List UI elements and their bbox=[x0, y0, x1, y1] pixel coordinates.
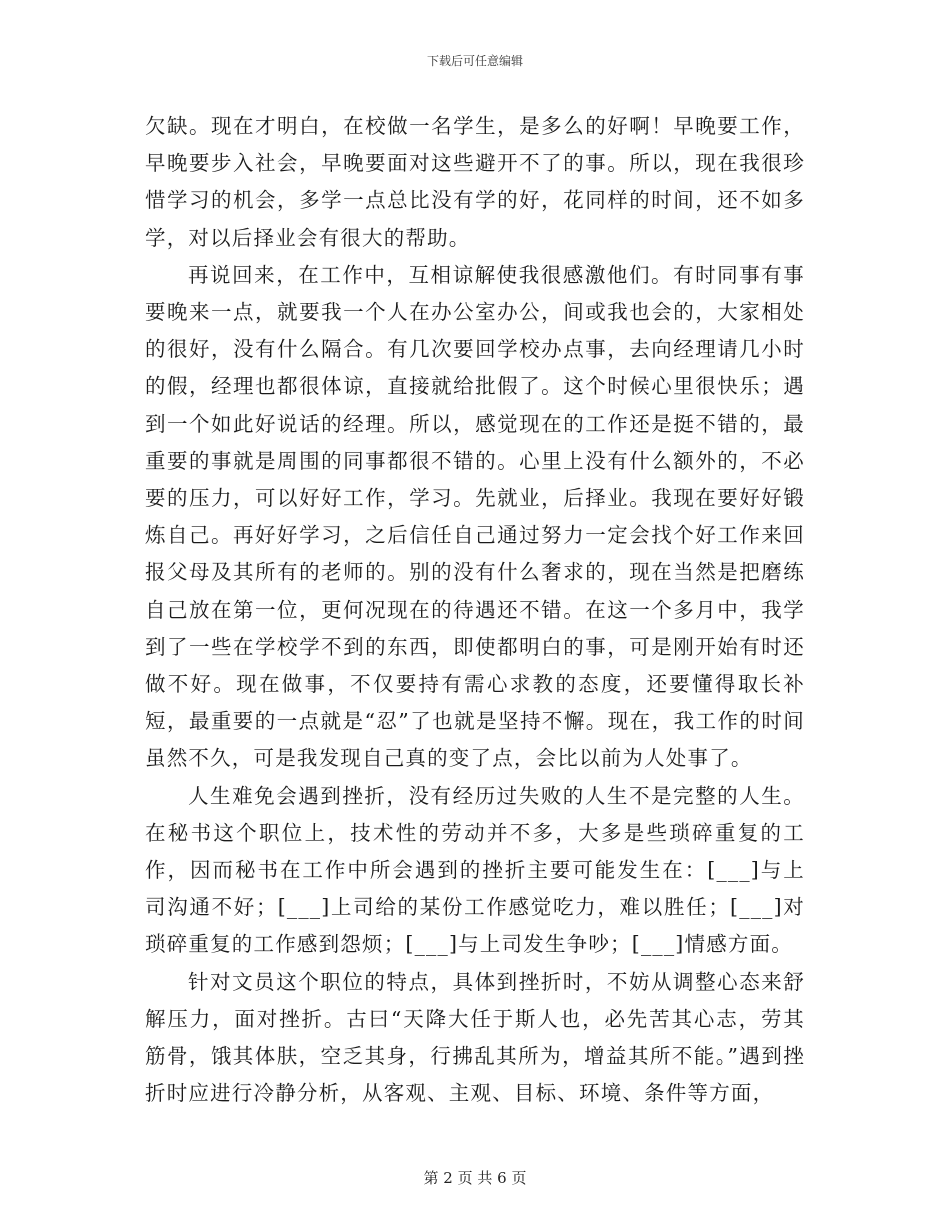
document-body bbox=[145, 108, 805, 1112]
paragraph-1: 欠缺。现在才明白，在校做一名学生，是多么的好啊！早晚要工作，早晚要步入社会，早晚要面对这些避开不了的事。所以，现在我很珍惜学习的机会，多学一点总比没有学的好，花同样的时间，还不如多学，对以后择业会有很大的帮助。 bbox=[145, 114, 805, 250]
paragraph-4: 针对文员这个职位的特点，具体到挫折时，不妨从调整心态来舒解压力，面对挫折。古曰“天降大任于斯人也，必先苦其心志，劳其筋骨，饿其体肤，空乏其身，行拂乱其所为，增益其所不能。”遇到挫折时应进行冷静分析，从客观、主观、目标、环境、条件等方面， bbox=[145, 969, 805, 1106]
page-number: 第 2 页 共 6 页 bbox=[423, 1169, 527, 1187]
paragraph-2: 再说回来，在工作中，互相谅解使我很感激他们。有时同事有事要晚来一点，就要我一个人在办公室办公，间或我也会的，大家相处的很好，没有什么隔合。有几次要回学校办点事，去向经理请几小时的假，经理也都很体谅，直接就给批假了。这个时候心里很快乐；遇到一个如此好说话的经理。所以，感觉现在的工作还是挺不错的，最重要的事就是周围的同事都很不错的。心里上没有什么额外的，不必要的压力，可以好好工作，学习。先就业，后择业。我现在要好好锻炼自己。再好好学习，之后信任自己通过努力一定会找个好工作来回报父母及其所有的老师的。别的没有什么奢求的，现在当然是把磨练自己放在第一位，更何况现在的待遇还不错。在这一个多月中，我学到了一些在学校学不到的东西，即使都明白的事，可是刚开始有时还做不好。现在做事，不仅要持有需心求教的态度，还要懂得取长补短，最重要的一点就是“忍”了也就是坚持不懈。现在，我工作的时间虽然不久，可是我发现自己真的变了点，会比以前为人处事了。 bbox=[145, 262, 805, 771]
paragraph-3: 人生难免会遇到挫折，没有经历过失败的人生不是完整的人生。在秘书这个职位上，技术性的劳动并不多，大多是些琐碎重复的工作，因而秘书在工作中所会遇到的挫折主要可能发生在：[___]与上司沟通不好；[___]上司给的某份工作感觉吃力，难以胜任；[___]对琐碎重复的工作感到怨烦；[___]与上司发生争吵；[___]情感方面。 bbox=[145, 783, 805, 957]
page-header: 下载后可任意编辑 bbox=[426, 54, 523, 68]
